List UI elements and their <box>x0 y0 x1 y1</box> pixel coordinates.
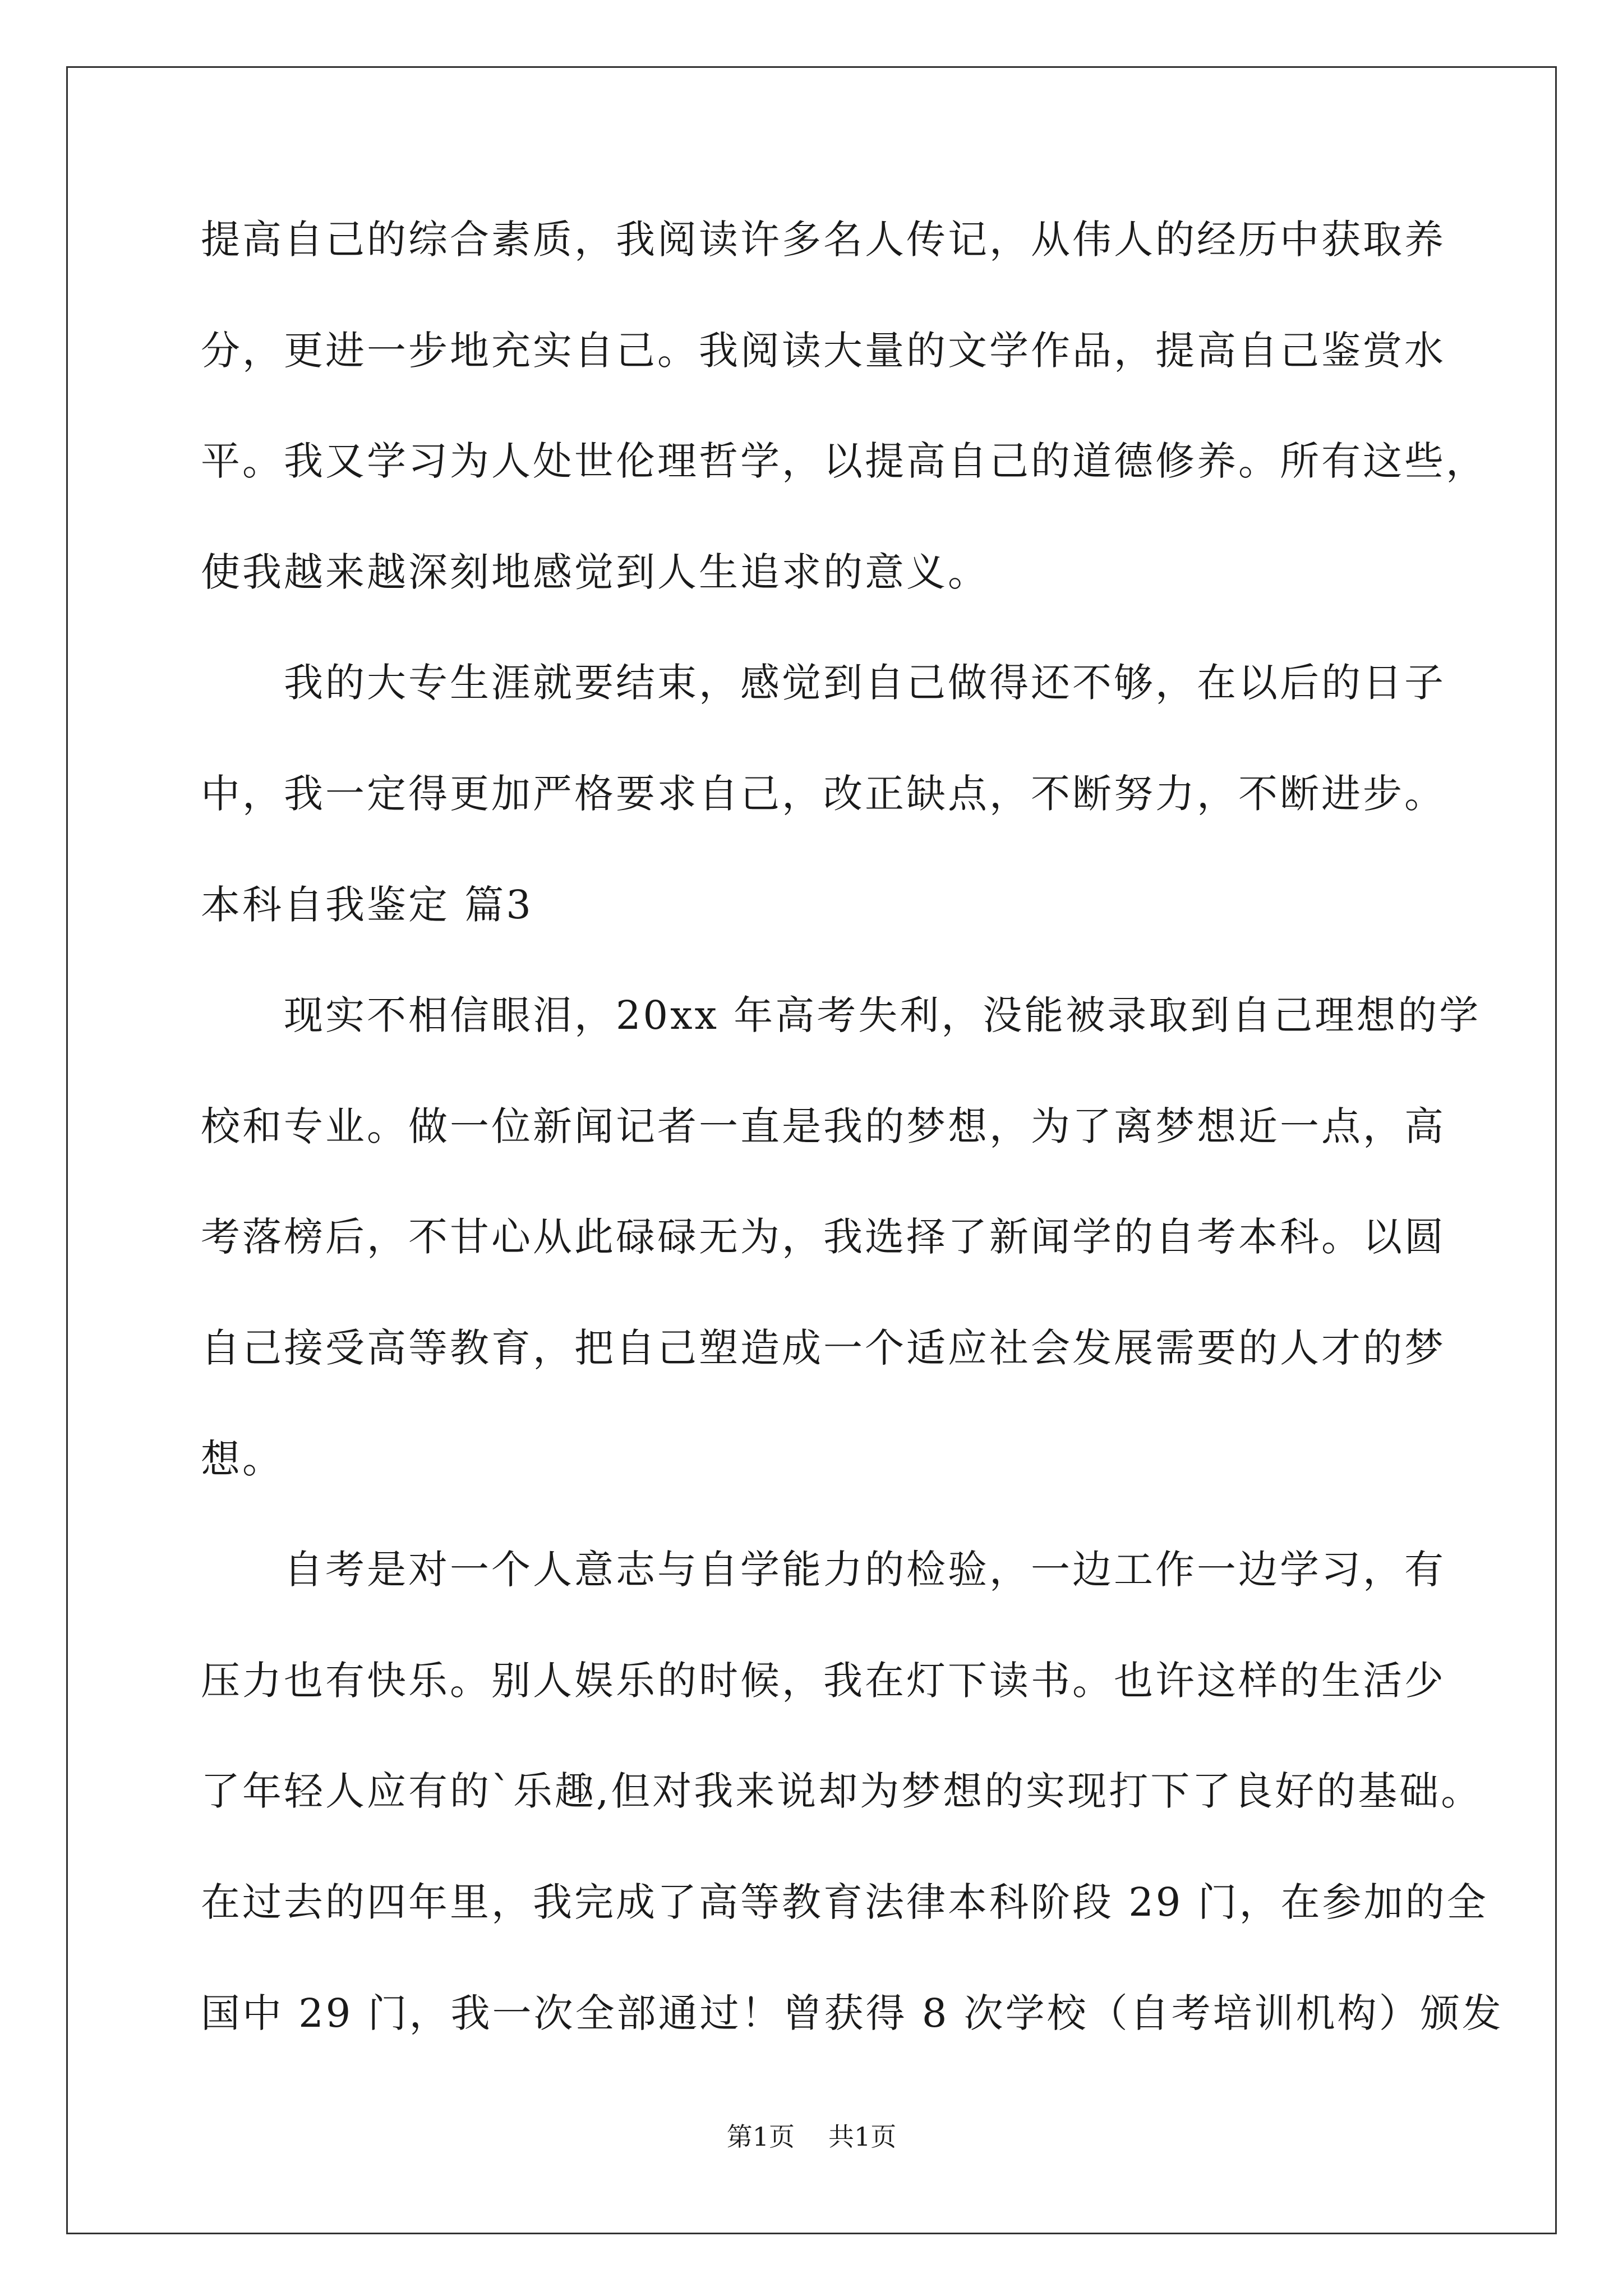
document-body <box>201 217 1504 2104</box>
text-line: 国中 29 门，我一次全部通过！曾获得 8 次学校（自考培训机构）颁发 <box>201 1990 1504 2036</box>
page-total: 共1页 <box>828 2122 897 2152</box>
text-line: 考落榜后，不甘心从此碌碌无为，我选择了新闻学的自考本科。以圆 <box>201 1214 1446 1260</box>
text-line: 提高自己的综合素质，我阅读许多名人传记，从伟人的经历中获取养 <box>201 217 1446 263</box>
text-line: 了年轻人应有的`乐趣,但对我来说却为梦想的实现打下了良好的基础。 <box>201 1768 1483 1815</box>
text-line: 现实不相信眼泪，20xx 年高考失利，没能被录取到自己理想的学 <box>284 992 1481 1039</box>
text-line: 压力也有快乐。别人娱乐的时候，我在灯下读书。也许这样的生活少 <box>201 1657 1446 1704</box>
text-line: 分，更进一步地充实自己。我阅读大量的文学作品，提高自己鉴赏水 <box>201 327 1446 374</box>
text-line: 自己接受高等教育，把自己塑造成一个适应社会发展需要的人才的梦 <box>201 1324 1446 1371</box>
section-heading: 本科自我鉴定 篇3 <box>201 881 533 928</box>
text-line: 平。我又学习为人处世伦理哲学，以提高自己的道德修养。所有这些， <box>201 438 1487 485</box>
text-line: 校和专业。做一位新闻记者一直是我的梦想，为了离梦想近一点，高 <box>201 1103 1446 1149</box>
text-line: 想。 <box>201 1435 284 1482</box>
text-line: 我的大专生涯就要结束，感觉到自己做得还不够，在以后的日子 <box>284 660 1446 706</box>
page-footer <box>0 2124 1623 2150</box>
page-number: 第1页 <box>726 2122 795 2152</box>
text-line: 使我越来越深刻地感觉到人生追求的意义。 <box>201 549 989 595</box>
text-line: 自考是对一个人意志与自学能力的检验，一边工作一边学习，有 <box>284 1547 1446 1593</box>
text-line: 中，我一定得更加严格要求自己，改正缺点，不断努力，不断进步。 <box>201 770 1446 817</box>
text-line: 在过去的四年里，我完成了高等教育法律本科阶段 29 门，在参加的全 <box>201 1879 1488 1925</box>
